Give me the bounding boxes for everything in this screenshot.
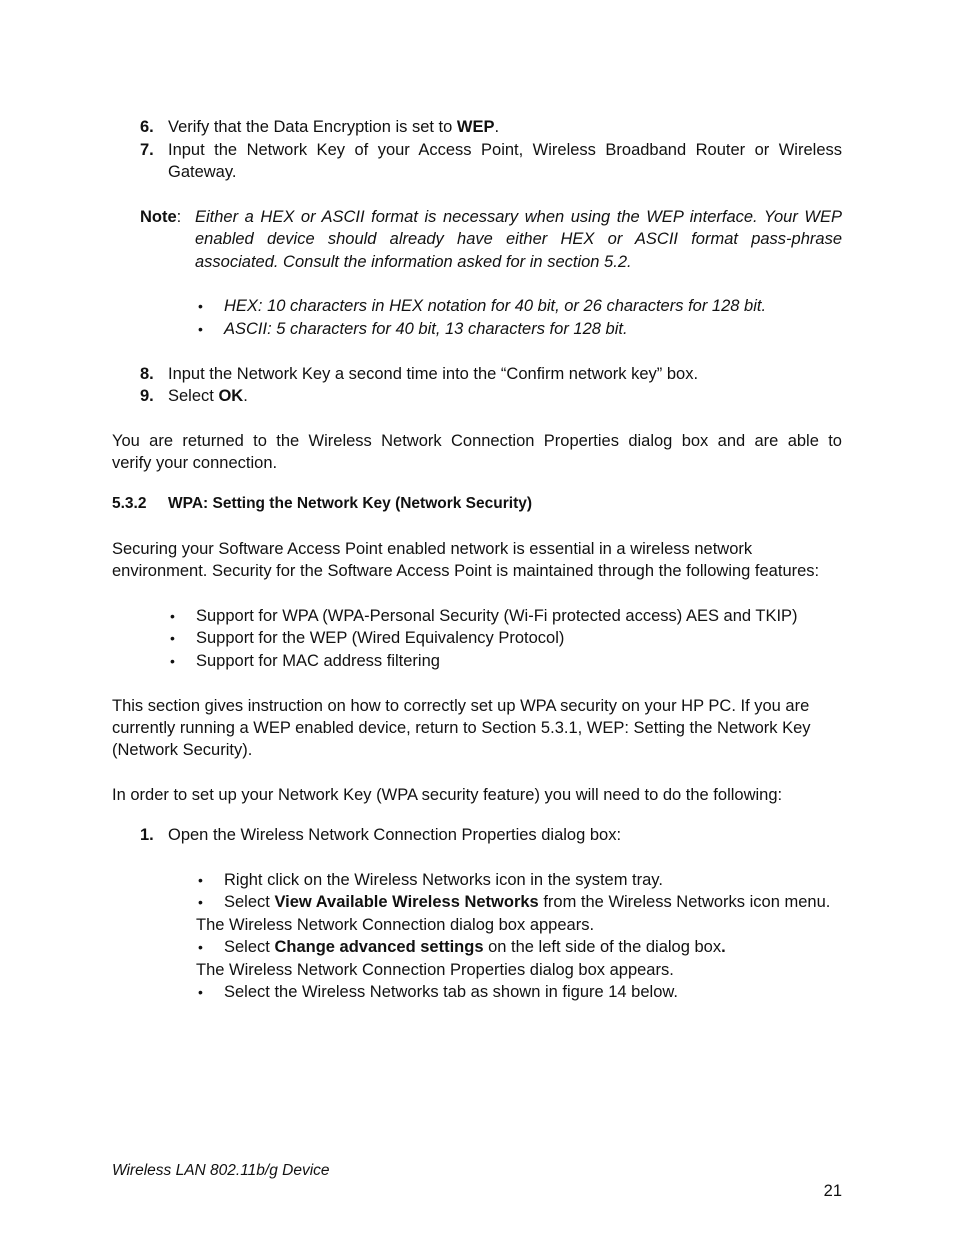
step-number: 1. <box>140 826 154 844</box>
bullet-text-bold: View Available Wireless Networks <box>274 893 539 911</box>
step1-bullet-select-tab: Select the Wireless Networks tab as shown in figure 14 below. <box>224 983 678 1001</box>
step-number: 8. <box>140 365 154 383</box>
step1-bullet-view-networks <box>224 891 830 914</box>
bullet-text-bold: Change advanced settings <box>274 938 484 956</box>
bullet-icon: • <box>198 894 203 910</box>
step-text-pre: Verify that the Data Encryption is set to <box>168 118 457 136</box>
step-text <box>168 116 842 139</box>
step1-bullet-view-networks-result: The Wireless Network Connection dialog box appears. <box>196 916 595 934</box>
note-line3: associated. Consult the information asked for in section 5.2. <box>195 253 632 271</box>
note-bullet-ascii: ASCII: 5 characters for 40 bit, 13 characters for 128 bit. <box>224 320 628 338</box>
step-number: 9. <box>140 387 154 405</box>
step-text-line1: Input the Network Key of your Access Point, Wireless Broadband Router or Wireless <box>168 141 842 159</box>
section-para-line1: This section gives instruction on how to correctly set up WPA security on your HP PC. If you are <box>112 697 810 715</box>
bullet-icon: • <box>198 298 203 314</box>
step-number: 6. <box>140 118 154 136</box>
note-label-text: Note <box>140 208 177 226</box>
step-text: Open the Wireless Network Connection Properties dialog box: <box>168 826 622 844</box>
returned-para-line2: verify your connection. <box>112 454 278 472</box>
step-text-bold: WEP <box>456 118 495 136</box>
returned-para-line1: You are returned to the Wireless Network Connection Properties dialog box and are able to <box>112 432 842 450</box>
feature-bullet-wep: Support for the WEP (Wired Equivalency Protocol) <box>196 629 565 647</box>
bullet-icon: • <box>198 984 203 1000</box>
bullet-icon: • <box>198 872 203 888</box>
securing-para-line2: environment. Security for the Software Access Point is maintained through the following features: <box>112 562 820 580</box>
feature-bullet-wpa: Support for WPA (WPA-Personal Security (Wi-Fi protected access) AES and TKIP) <box>196 607 798 625</box>
footer-title: Wireless LAN 802.11b/g Device <box>112 1162 330 1179</box>
step-text-post: . <box>243 387 248 405</box>
section-para-line3: (Network Security). <box>112 741 253 759</box>
bullet-icon: • <box>198 321 203 337</box>
securing-para-line1: Securing your Software Access Point enabled network is essential in a wireless network <box>112 540 753 558</box>
step-text-post: . <box>494 118 500 136</box>
section-title: WPA: Setting the Network Key (Network Security) <box>168 495 533 512</box>
note-line1: Either a HEX or ASCII format is necessary when using the WEP interface. Your WEP <box>195 208 842 226</box>
bullet-text-dot: . <box>721 938 726 956</box>
bullet-icon: • <box>170 653 175 669</box>
feature-bullet-mac: Support for MAC address filtering <box>196 652 440 670</box>
bullet-icon: • <box>170 630 175 646</box>
step-text <box>168 385 842 408</box>
order-para: In order to set up your Network Key (WPA security feature) you will need to do the following: <box>112 786 783 804</box>
bullet-text-pre: Select <box>224 893 275 911</box>
step-text: Input the Network Key a second time into the “Confirm network key” box. <box>168 365 699 383</box>
step-text-bold: OK <box>218 387 244 405</box>
step-number: 7. <box>140 141 154 159</box>
note-line2: enabled device should already have either HEX or ASCII format pass-phrase <box>195 230 842 248</box>
bullet-text-post: on the left side of the dialog box <box>483 938 722 956</box>
step1-bullet-change-settings-result: The Wireless Network Connection Properties dialog box appears. <box>196 961 674 979</box>
bullet-text-pre: Select <box>224 938 275 956</box>
note-bullet-hex: HEX: 10 characters in HEX notation for 40 bit, or 26 characters for 128 bit. <box>224 297 767 315</box>
section-number: 5.3.2 <box>112 495 147 512</box>
bullet-icon: • <box>170 608 175 624</box>
page-number: 21 <box>823 1182 842 1200</box>
bullet-icon: • <box>198 939 203 955</box>
step1-bullet-change-settings <box>224 936 726 959</box>
step1-bullet-right-click: Right click on the Wireless Networks icon in the system tray. <box>224 871 663 889</box>
bullet-text-post: from the Wireless Networks icon menu. <box>538 893 831 911</box>
step-text-pre: Select <box>168 387 219 405</box>
section-para-line2: currently running a WEP enabled device, return to Section 5.3.1, WEP: Setting the Network Key <box>112 719 811 737</box>
note-colon: : <box>176 208 182 226</box>
note-label <box>140 206 181 229</box>
step-text-line2: Gateway. <box>168 163 237 181</box>
